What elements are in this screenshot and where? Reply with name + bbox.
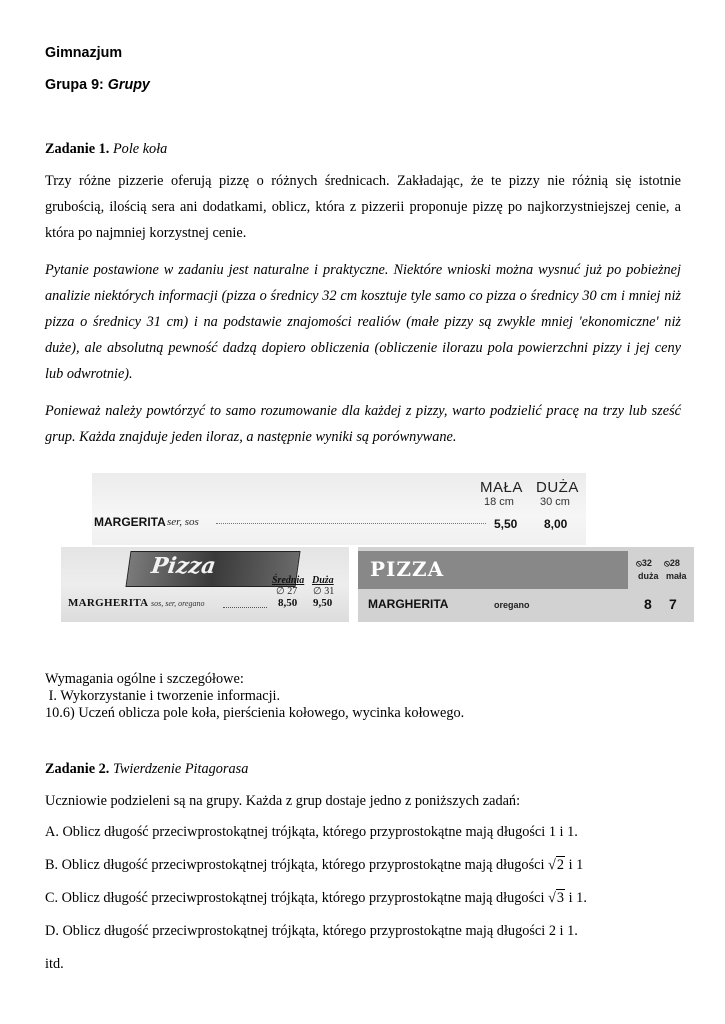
pizza-menu-3 [358,547,694,622]
task1-heading [45,136,681,162]
task1-comment-1: Pytanie postawione w zadaniu jest naturalne i praktyczne. Niektóre wnioski można wysnuć już po pobieżnej analizie niektórych informacji (pizza o średnicy 32 cm kosztuje tyle samo co pizza o średnicy 30 cm i mniej niż pizza o średnicy 31 cm) i na podstawie znajomości realiów (małe pizzy są zwykle mniej 'ekonomiczne' niż duże), ale absolutną pewność dadzą dopiero obliczenia (obliczenie ilorazu pola powierzchni pizzy i jej ceny lub odwrotnie). [45,262,681,382]
menu3-price2: 7 [669,596,677,612]
sqrt-2: √2 [548,857,565,873]
task2-title: Twierdzenie Pitagorasa [112,761,249,777]
pizza-menu-1 [92,473,586,545]
task2-item-c [45,885,681,911]
menu1-small-label: MAŁA [480,479,523,496]
task2-label: Zadanie 2. [45,761,110,777]
requirements-title: Wymagania ogólne i szczegółowe: [45,671,244,687]
menu2-size1: ∅ 27 [276,586,298,597]
menu3-label2: mała [666,571,687,581]
task2-item-d: D. Oblicz długość przeciwprostokątnej trójkąta, którego przyprostokątne mają długości 2 i 1. [45,923,578,939]
menu3-label1: duża [638,571,659,581]
menu2-size2: ∅ 31 [313,586,335,597]
menu1-small-size: 18 cm [484,496,514,508]
menu2-price2: 9,50 [313,597,333,609]
task1-comment-2: Ponieważ należy powtórzyć to samo rozumowanie dla każdej z pizzy, warto podzielić pracę na trzy lub sześć grup. Każda znajduje jeden iloraz, a następnie wyniki są porównywane. [45,403,681,445]
sqrt-2-radicand: 2 [556,857,565,873]
task2-item-b-end: i 1 [565,857,584,873]
group-name: Grupy [107,77,150,93]
group-heading [45,72,681,98]
task2-item-a: A. Oblicz długość przeciwprostokątnej trójkąta, którego przyprostokątne mają długości 1 i 1. [45,824,578,840]
menu2-dots [223,607,267,608]
menu3-size1: ⦸32 [636,558,652,568]
menu1-large-size: 30 cm [540,496,570,508]
school-heading: Gimnazjum [45,45,123,61]
menu2-col2: Duża [312,575,334,586]
task2-item-b [45,852,681,878]
sqrt-3-radicand: 3 [556,890,565,906]
menu1-small-price: 5,50 [494,517,518,531]
group-label: Grupa 9: [45,77,104,93]
menu1-dots [216,523,486,524]
task1-label: Zadanie 1. [45,141,110,157]
menu3-size2: ⦸28 [664,558,680,568]
task1-body: Trzy różne pizzerie oferują pizzę o różnych średnicach. Zakładając, że te pizzy nie różnią się istotnie grubością, ilością sera ani dodatkami, oblicz, która z pizzerii proponuje pizzę po najkorzystniejszej cenie, a która po najmniej korzystnej cenie. [45,173,681,241]
task2-item-c-text: C. Oblicz długość przeciwprostokątnej trójkąta, którego przyprostokątne mają długości [45,890,549,906]
menu1-large-price: 8,00 [544,517,568,531]
menu1-item-name: MARGERITA [94,515,166,529]
menu3-item-name: MARGHERITA [368,597,449,611]
menu1-item-desc: ser, sos [167,516,199,528]
menu1-large-label: DUŻA [536,479,579,496]
menu2-col1: Średnia [272,575,305,586]
menu2-price1: 8,50 [278,597,298,609]
menu3-item-desc: oregano [494,600,530,610]
menu2-logo-text: Pizza [149,553,218,579]
task2-heading [45,756,681,782]
menu3-logo [358,551,628,589]
task2-item-b-text: B. Oblicz długość przeciwprostokątnej trójkąta, którego przyprostokątne mają długości [45,857,549,873]
task2-intro: Uczniowie podzieleni są na grupy. Każda z grup dostaje jedno z poniższych zadań: [45,793,521,809]
menu2-item-name: MARGHERITA [68,597,149,609]
requirements-line-2: 10.6) Uczeń oblicza pole koła, pierścienia kołowego, wycinka kołowego. [45,705,465,721]
task1-title: Pole koła [112,141,168,157]
pizza-menu-2 [61,547,349,622]
task2-item-c-end: i 1. [565,890,587,906]
sqrt-3: √3 [548,890,565,906]
menu2-item-desc: sos, ser, oregano [151,599,205,608]
task2-etc: itd. [45,956,64,972]
requirements-line-1: I. Wykorzystanie i tworzenie informacji. [45,688,281,704]
menu3-price1: 8 [644,596,652,612]
menu3-logo-text: PIZZA [370,557,445,581]
